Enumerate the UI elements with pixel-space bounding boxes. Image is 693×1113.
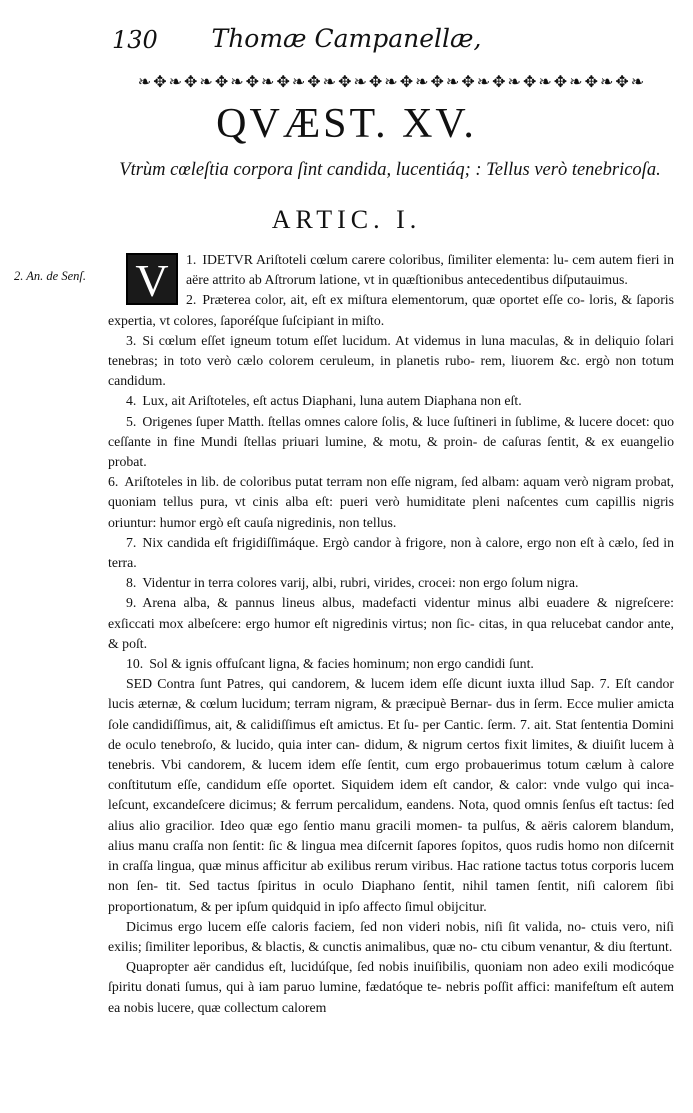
paragraph-number: 1. bbox=[186, 252, 197, 267]
paragraph-text: Ariſtoteles in lib. de coloribus putat terram non eſſe nigram, ſed albam: aquam verò nigram probat, quoniam tellus pura, vt cinis alba eſt: pueri verò humiditate pleni naſcentes cum capillis nigris oriuntur: humor ergò eſt cauſa nigredinis, non tellus. bbox=[108, 474, 674, 530]
drop-cap-initial: V bbox=[126, 253, 178, 305]
paragraph-text: Nix candida eſt frigidiſſimáque. Ergò candor à frigore, non à calore, ergo non eſt à cælo, ſed in terra. bbox=[108, 534, 674, 571]
ornamental-border: ❧✥❧✥❧✥❧✥❧✥❧✥❧✥❧✥❧✥❧✥❧✥❧✥❧✥❧✥❧✥❧✥❧ bbox=[137, 72, 647, 91]
page-number: 130 bbox=[112, 26, 158, 54]
paragraph-text: SED Contra ſunt Patres, qui candorem, & lucem idem eſſe dicunt iuxta illud Sap. 7. Eſt candor lucis æternæ, & cœlum lucidum; terram nigram, & præcipuè Bernar- dus in ſerm. Ecce mulier amicta ſole candidiſſimus, ait, & calidiſſimus eſt amictus. Et ſu- per Cantic. ſerm. 7. ait. Stat ſententia Domini de oculo tenebroſo, & lucido, quia inter can- didum, & nigrum certos fixit limites, & diuiſit lucem à tenebris. Vbi candorem, & lucem idem eſſe ſentit, cum ergo probauerimus totum cælum à calore conſtitutum eſſe, candidum eſſe oportet. Siquidem idem eſt candor, & calor: vnde vulgo qui inca- leſcunt, excandeſcere dicimus; & ferrum percalidum, eandens. Nota, quod omnis ſenſus eſt tactus: ſed alius alio gracilior. Ideo quæ ego ſentio manu gracili momen- ta pulſus, & aëris calorem blandum, alius manu craſſa non ſentit: ſic & lingua mea diſcernit ſapores ſopitos, quos rudis homo non diſcernit in craſſa lingua, quæ minus afficitur ab exilibus rerum viribus. Hac ratione tactus totus corporis lucem non ſen- tit. Sed tactus ſpiritus in oculo Diaphano ſentit, nihil tamen ſentit, niſi calorem ſibi proportionatum, & per ipſum quidquid in ipſo affecto ſimul obijcitur. bbox=[108, 676, 674, 914]
paragraph-5 bbox=[108, 412, 674, 473]
paragraph-number: 2. bbox=[186, 292, 197, 308]
paragraph-9 bbox=[108, 593, 674, 654]
paragraph-number: 4. bbox=[126, 393, 137, 409]
paragraph-text: Sol & ignis offuſcant ligna, & facies hominum; non ergo candidi ſunt. bbox=[149, 656, 534, 672]
paragraph-text: Videntur in terra colores varij, albi, rubri, virides, crocei: non ergo ſolum nigra. bbox=[142, 575, 579, 591]
question-title: QVÆST. XV. bbox=[216, 101, 477, 147]
paragraph-text: Si cœlum eſſet igneum totum eſſet lucidum. At videmus in luna maculas, & in deliquio ſolari tenebras; in toto verò cælo colorem ceruleum, in planetis rubo- rem, liuorem &c. ergò non totum candidum. bbox=[108, 332, 674, 389]
paragraph-number: 9. bbox=[126, 595, 137, 611]
paragraph-number: 8. bbox=[126, 575, 137, 591]
paragraph-text: Origenes ſuper Matth. ſtellas omnes calore ſolis, & luce ſuſtineri in ſublime, & lucere docet: quo ceſſante in fine Mundi ſtellas priuari lumine, & motu, & proin- de caſuras ſentit, & ex euangelio probat. bbox=[108, 413, 674, 470]
paragraph-text: Lux, ait Ariſtoteles, eſt actus Diaphani, luna autem Diaphana non eſt. bbox=[142, 393, 522, 409]
paragraph-number: 7. bbox=[126, 534, 137, 550]
article-heading: ARTIC. I. bbox=[271, 205, 422, 234]
paragraph-2 bbox=[108, 290, 674, 330]
paragraph-number: 5. bbox=[126, 413, 137, 429]
running-title: Thomæ Campanellæ, bbox=[211, 24, 482, 53]
question-subtitle: Vtrùm cœleſtia corpora ſint candida, lucentiáq; : Tellus verò tenebricoſa. bbox=[119, 160, 661, 180]
running-head bbox=[0, 20, 693, 60]
paragraph-text: Dicimus ergo lucem eſſe caloris faciem, ſed non videri nobis, niſi ſit valida, no- ctuis vero, niſi exilis; ſimiliter leporibus, & blactis, & cunctis animalibus, quæ no- ctu cibum venantur, & diu ſtertunt. bbox=[108, 918, 674, 954]
margin-note: 2. An. de Senſ. bbox=[14, 269, 86, 283]
paragraph-6 bbox=[108, 472, 674, 533]
paragraph-quapropter bbox=[108, 957, 674, 1018]
paragraph-3 bbox=[108, 331, 674, 392]
paragraph-7 bbox=[108, 533, 674, 573]
paragraph-8 bbox=[108, 573, 674, 593]
paragraph-sed-contra bbox=[108, 674, 674, 916]
paragraph-4 bbox=[108, 391, 674, 411]
paragraph-10 bbox=[108, 654, 674, 674]
paragraph-dicimus bbox=[108, 917, 674, 957]
paragraph-text: Arena alba, & pannus lineus albus, madefacti videntur minus albi euadere & nigreſcere: exſiccati mox albeſcere: ergo humor eſt nigredinis virtus; non ſic- citas, in qua relucebat candor ante, & poſt. bbox=[108, 595, 674, 651]
paragraph-text: IDETVR Ariſtoteli cœlum carere coloribus, ſimiliter elementa: lu- cem autem fieri in aëre attrito ab Aſtrorum latione, vt in quæſtionibus antecedentibus diſputauimus. bbox=[186, 252, 674, 288]
paragraph-number: 6. bbox=[108, 474, 119, 490]
paragraph-number: 10. bbox=[126, 656, 144, 672]
paragraph-1 bbox=[108, 250, 674, 306]
body-text bbox=[108, 250, 674, 1018]
paragraph-text: Præterea color, ait, eſt ex miſtura elementorum, quæ oportet eſſe co- loris, & ſaporis expertia, vt colores, ſaporéſque ſuſcipiant in miſto. bbox=[108, 292, 674, 328]
paragraph-text: Quapropter aër candidus eſt, lucidúſque, ſed nobis inuiſibilis, quoniam non adeo exili modicóque ſpiritu donati ſumus, qui à iam paruo lumine, fædatóque te- nebris poſſit affici: manifeſtum eſt autem ea nobis lucere, quæ collectum calorem bbox=[108, 959, 674, 1015]
paragraph-number: 3. bbox=[126, 332, 137, 348]
